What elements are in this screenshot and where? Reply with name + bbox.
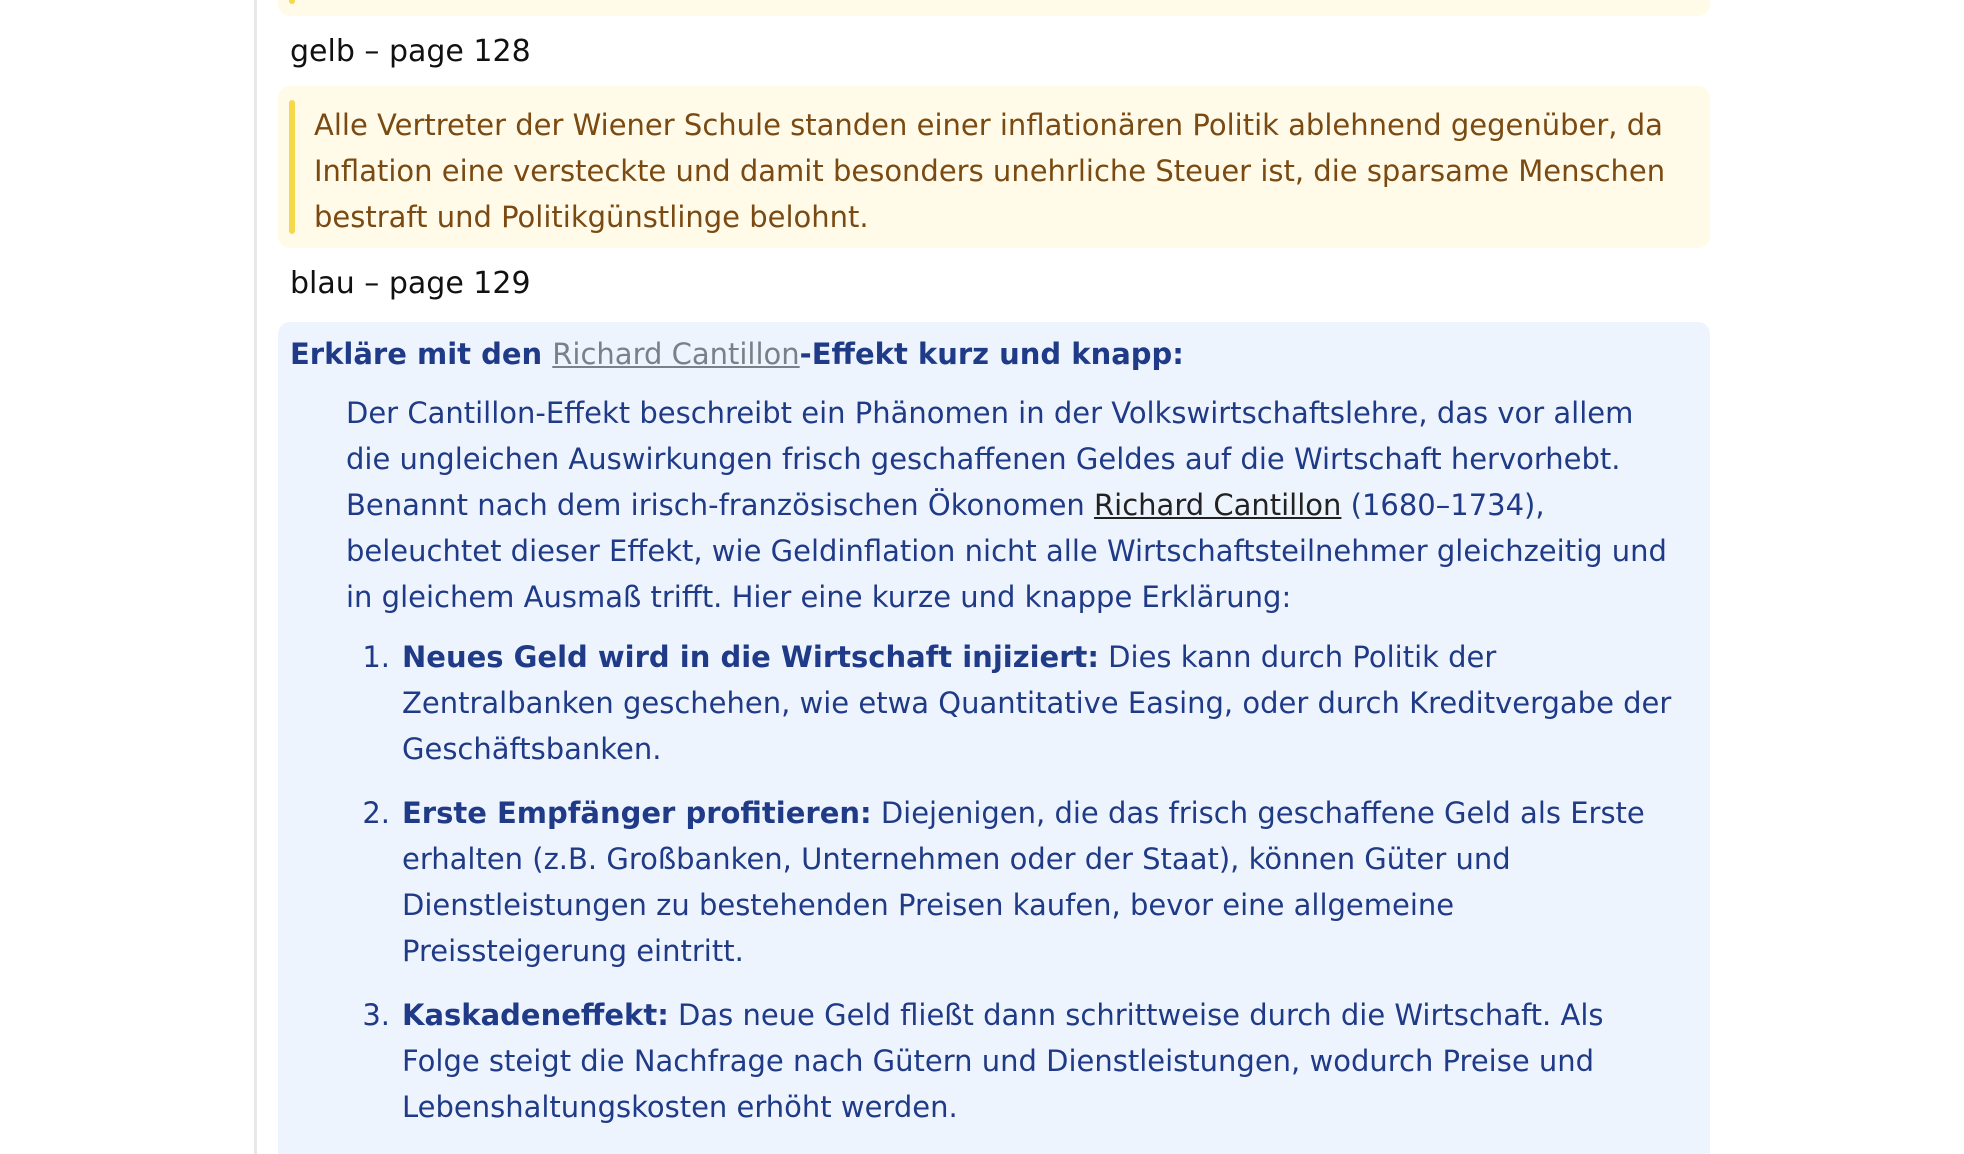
heading-suffix: -Effekt kurz und knapp: [799,337,1184,371]
list-item-title: Neues Geld wird in die Wirtschaft injiziert: [402,640,1099,674]
yellow-highlight-box [278,86,1710,248]
list-item-text: Diejenigen, die das frisch geschaffene Geld als Erste erhalten (z.B. Großbanken, Unternehmen oder der Staat), können Güter und Dienstleistungen zu bestehenden Preisen kaufen, bevor eine allgemeine Preissteigerung eintritt. [402,796,1645,968]
left-divider [254,0,257,1154]
answer-list [346,634,1676,1148]
list-item-text: Dies kann durch Politik der Zentralbanken geschehen, wie etwa Quantitative Easing, oder durch Kreditvergabe der Geschäftsbanken. [402,640,1672,766]
list-item-number: 1. [362,640,390,674]
intro-text-before: Der Cantillon-Effekt beschreibt ein Phänomen in der Volkswirtschaftslehre, das vor allem die ungleichen Auswirkungen frisch geschaffenen Geldes auf die Wirtschaft hervorhebt. Benannt nach dem irisch-französischen Ökonomen [346,396,1634,522]
list-item [346,992,1676,1130]
heading-cantillon-link[interactable]: Richard Cantillon [552,337,800,371]
blue-question-heading [290,332,1184,376]
intro-cantillon-link[interactable]: Richard Cantillon [1094,488,1342,522]
yellow-highlight-quote: Alle Vertreter der Wiener Schule standen einer inflationären Politik ablehnend gegenüber, da Inflation eine versteckte und damit besonders unehrliche Steuer ist, die sparsame Menschen bestraft und Politikgünstlinge belohnt. [314,108,1666,234]
list-item-text: Das neue Geld fließt dann schrittweise durch die Wirtschaft. Als Folge steigt die Nachfrage nach Gütern und Dienstleistungen, wodurch Preise und Lebenshaltungskosten erhöht werden. [402,998,1604,1124]
list-item-number: 3. [362,998,390,1032]
section-label-gelb: gelb – page 128 [290,34,531,69]
list-item-number: 2. [362,796,390,830]
answer-intro-paragraph [346,390,1676,620]
heading-prefix: Erkläre mit den [290,337,553,371]
list-item [346,634,1676,772]
intro-text-after: (1680–1734), beleuchtet dieser Effekt, wie Geldinflation nicht alle Wirtschaftsteilnehmer gleichzeitig und in gleichem Ausmaß trifft. Hier eine kurze und knappe Erklärung: [346,488,1667,614]
list-item [346,790,1676,974]
previous-highlight-edge [278,0,1710,16]
blue-highlight-box [278,322,1710,1154]
section-label-blau: blau – page 129 [290,266,531,301]
yellow-highlight-bar [289,100,295,234]
list-item-title: Erste Empfänger profitieren: [402,796,872,830]
list-item-title: Kaskadeneffekt: [402,998,669,1032]
